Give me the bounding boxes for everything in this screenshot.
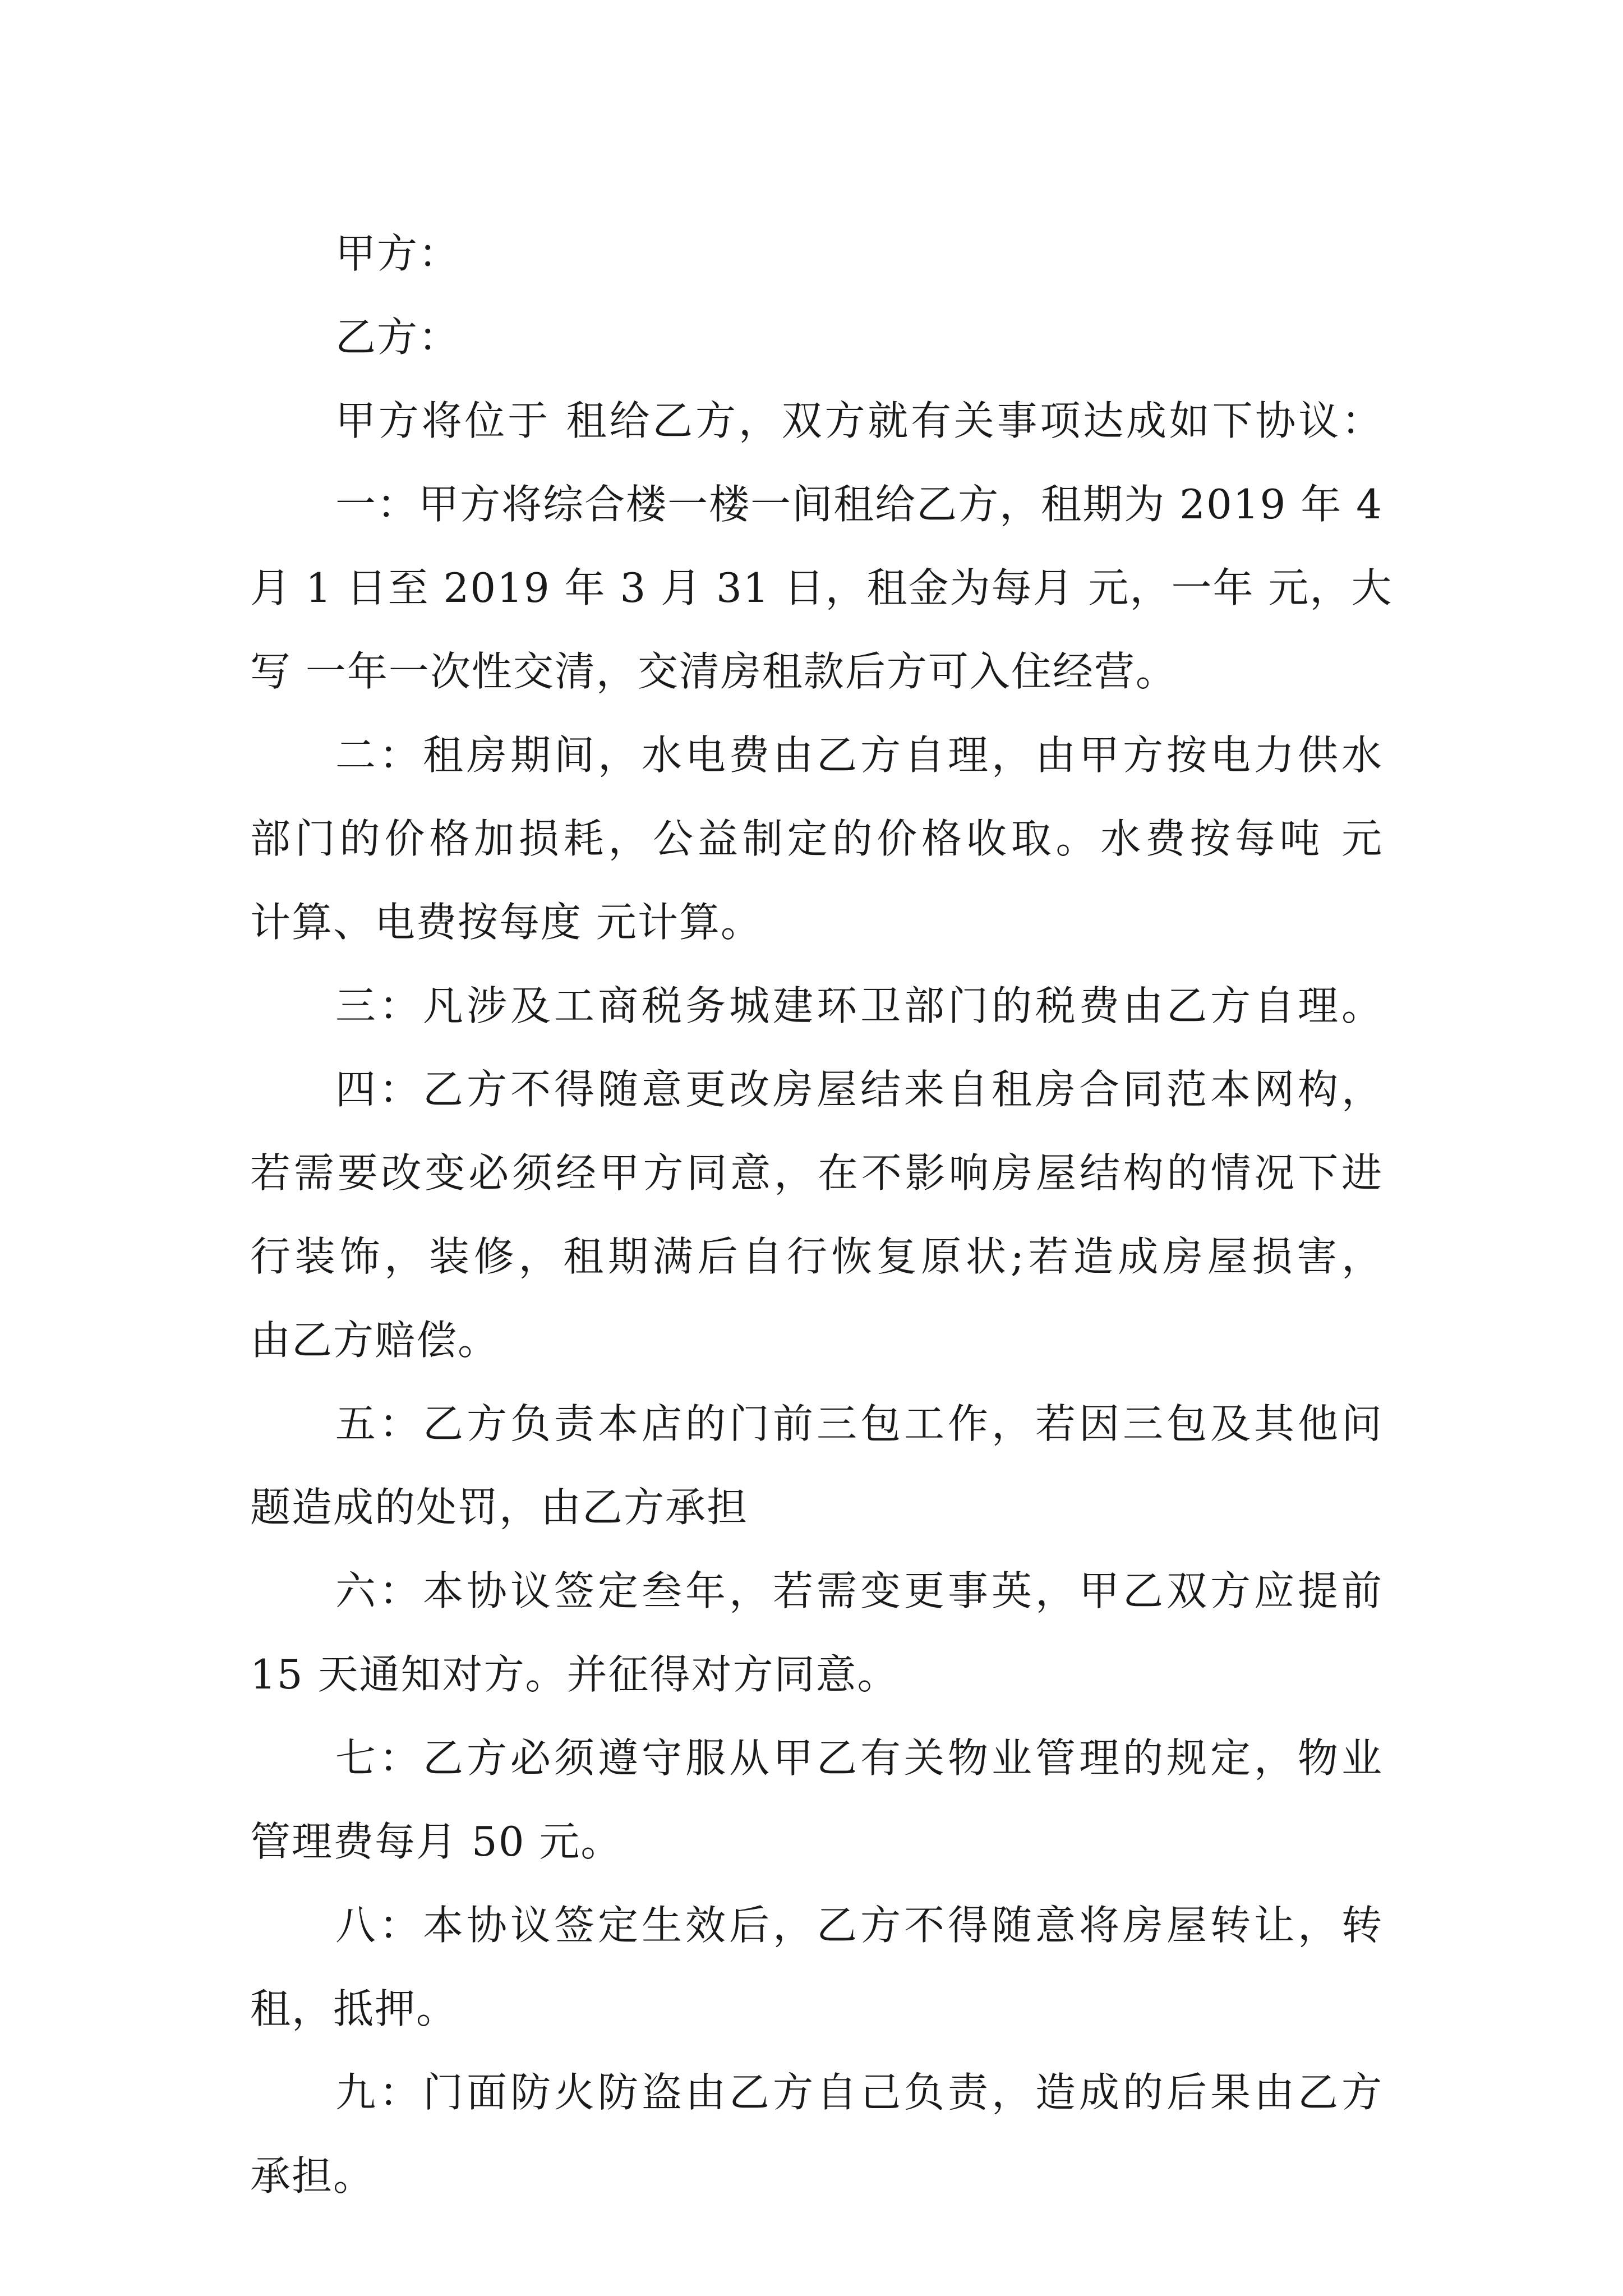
clause-7-line-2: 管理费每月 50 元。 — [250, 1818, 623, 1865]
clause-4-line-2: 若需要改变必须经甲方同意，在不影响房屋结构的情况下进 — [250, 1149, 1383, 1197]
document-body — [250, 212, 1393, 2218]
clause-2-line-1: 二：租房期间，水电费由乙方自理，由甲方按电力供水 — [335, 731, 1383, 779]
clause-8-line-2: 租，抵押。 — [250, 1985, 458, 2032]
clause-8-line-1: 八：本协议签定生效后，乙方不得随意将房屋转让，转 — [335, 1902, 1383, 1949]
party-a-line: 甲方： — [335, 230, 460, 277]
clause-1-line-2: 月 1 日至 2019 年 3 月 31 日，租金为每月 元，一年 元，大 — [250, 564, 1393, 611]
clause-7-line-1: 七：乙方必须遵守服从甲乙有关物业管理的规定，物业 — [335, 1734, 1383, 1782]
clause-1-line-1: 一：甲方将综合楼一楼一间租给乙方，租期为 2019 年 4 — [335, 481, 1383, 528]
clause-4-line-1: 四：乙方不得随意更改房屋结来自租房合同范本网构， — [335, 1066, 1383, 1113]
clause-3-line-1: 三：凡涉及工商税务城建环卫部门的税费由乙方自理。 — [335, 982, 1383, 1029]
clause-4-line-4: 由乙方赔偿。 — [250, 1317, 500, 1364]
clause-5-line-1: 五：乙方负责本店的门前三包工作，若因三包及其他问 — [335, 1400, 1383, 1447]
party-b-line: 乙方： — [335, 314, 460, 361]
clause-4-line-3: 行装饰，装修，租期满后自行恢复原状;若造成房屋损害， — [250, 1233, 1383, 1280]
clause-6-line-1: 六：本协议签定叁年，若需变更事英，甲乙双方应提前 — [335, 1567, 1383, 1614]
clause-2-line-2: 部门的价格加损耗，公益制定的价格收取。水费按每吨 元 — [250, 815, 1383, 862]
clause-1-line-3: 写 一年一次性交清，交清房租款后方可入住经营。 — [250, 648, 1177, 695]
clause-6-line-2: 15 天通知对方。并征得对方同意。 — [250, 1651, 899, 1698]
clause-9-line-1: 九：门面防火防盗由乙方自己负责，造成的后果由乙方 — [335, 2069, 1383, 2116]
intro-line: 甲方将位于 租给乙方，双方就有关事项达成如下协议： — [335, 397, 1383, 444]
clause-9-line-2: 承担。 — [250, 2152, 375, 2200]
clause-2-line-3: 计算、电费按每度 元计算。 — [250, 899, 762, 946]
clause-5-line-2: 题造成的处罚，由乙方承担 — [250, 1484, 749, 1531]
